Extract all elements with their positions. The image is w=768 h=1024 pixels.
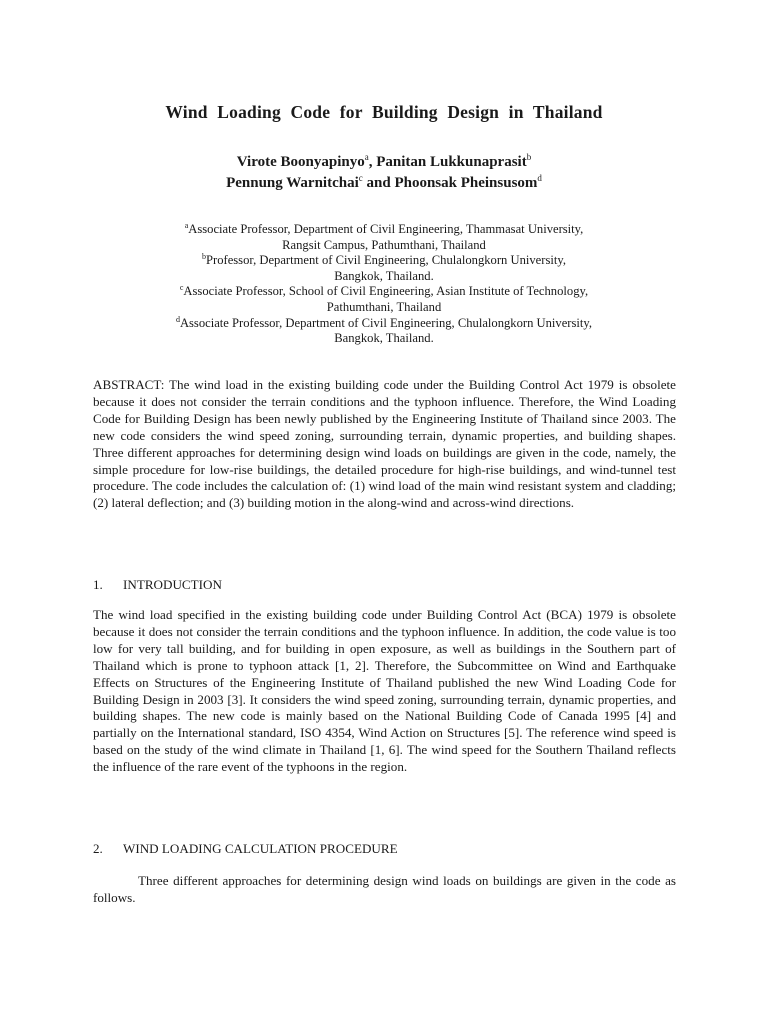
paper-title: Wind Loading Code for Building Design in Thailand — [165, 102, 603, 122]
affiliation-mark: b — [202, 252, 206, 261]
procedure-paragraph: Three different approaches for determining design wind loads on buildings are given in the code as follows. — [93, 873, 676, 905]
affiliation-line: Bangkok, Thailand. — [334, 268, 434, 283]
section-number: 1. — [93, 577, 103, 592]
author-mark: b — [526, 152, 532, 162]
affiliation-mark: c — [179, 283, 184, 293]
section-number: 2. — [93, 841, 103, 856]
author-name: Pennung Warnitchai — [226, 175, 359, 191]
affiliation-mark: d — [175, 314, 180, 324]
affiliation-text: Professor, Department of Civil Engineering, Chulalongkorn University, — [206, 253, 566, 268]
author-block — [0, 152, 768, 194]
affiliation-line: Rangsit Campus, Pathumthani, Thailand — [282, 237, 486, 252]
author-separator: and — [362, 175, 395, 191]
author-name: Phoonsak Pheinsusom — [394, 175, 538, 191]
author-name: Virote Boonyapinyo — [236, 154, 365, 170]
author-mark: d — [537, 173, 542, 183]
author-line-2 — [0, 173, 768, 194]
affiliation-line — [0, 316, 768, 332]
affiliation-line — [0, 253, 768, 269]
affiliation-text: Associate Professor, School of Civil Engineering, Asian Institute of Technology, — [183, 284, 589, 299]
author-mark: c — [358, 173, 363, 183]
affiliation-text: Associate Professor, Department of Civil Engineering, Chulalongkorn University, — [179, 315, 593, 330]
introduction-paragraph: The wind load specified in the existing building code under Building Control Act (BCA) 1979 is obsolete because it does not consider the terrain conditions and the typhoon influence. In addition, the code value is too low for very tall building, and for building in open exposure, as well as buildings in the Southern part of Thailand which is prone to typhoon attack [1, 2]. Therefore, the Subcommittee on Wind and Earthquake Effects on Structures of the Engineering Institute of Thailand published the new Wind Loading Code for Building Design in 2003 [3]. It considers the wind speed zoning, surrounding terrain, dynamic properties, and building shapes. The new code is mainly based on the National Building Code of Canada 1995 [4] and partially on the International standard, ISO 4354, Wind Action on Structures [5]. The reference wind speed is based on the study of the wind climate in Thailand [1, 6]. The wind speed for the Southern Thailand reflects the influence of the rare event of the typhoons in the region. — [93, 607, 676, 775]
abstract: ABSTRACT: The wind load in the existing building code under the Building Control Act 1979 is obsolete because it does not consider the terrain conditions and the typhoon influence. Therefore, the Wind Loading Code for Building Design has been newly published by the Engineering Institute of Thailand since 2003. The new code considers the wind speed zoning, surrounding terrain, dynamic properties, and building shapes. Three different approaches for determining design wind loads on buildings are given in the code, namely, the simple procedure for low-rise buildings, the detailed procedure for high-rise buildings, and wind-tunnel test procedure. The code includes the calculation of: (1) wind load of the main wind resistant system and cladding; (2) lateral deflection; and (3) building motion in the along-wind and across-wind directions. — [93, 377, 676, 511]
affiliation-line: Pathumthani, Thailand — [326, 299, 442, 314]
author-mark: a — [364, 152, 369, 162]
affiliation-line — [0, 284, 768, 300]
section-title: WIND LOADING CALCULATION PROCEDURE — [123, 841, 398, 856]
author-line-1 — [0, 152, 768, 173]
section-heading-procedure — [93, 840, 398, 857]
author-name: Panitan Lukkunaprasit — [376, 154, 527, 170]
author-separator: , — [368, 154, 377, 170]
section-title: INTRODUCTION — [123, 577, 222, 592]
affiliation-text: Associate Professor, Department of Civil Engineering, Thammasat University, — [188, 222, 584, 236]
section-heading-introduction — [93, 576, 222, 593]
affiliation-block — [0, 222, 768, 347]
affiliation-line: Bangkok, Thailand. — [334, 331, 434, 346]
affiliation-mark: a — [184, 220, 189, 230]
affiliation-line — [0, 222, 768, 238]
